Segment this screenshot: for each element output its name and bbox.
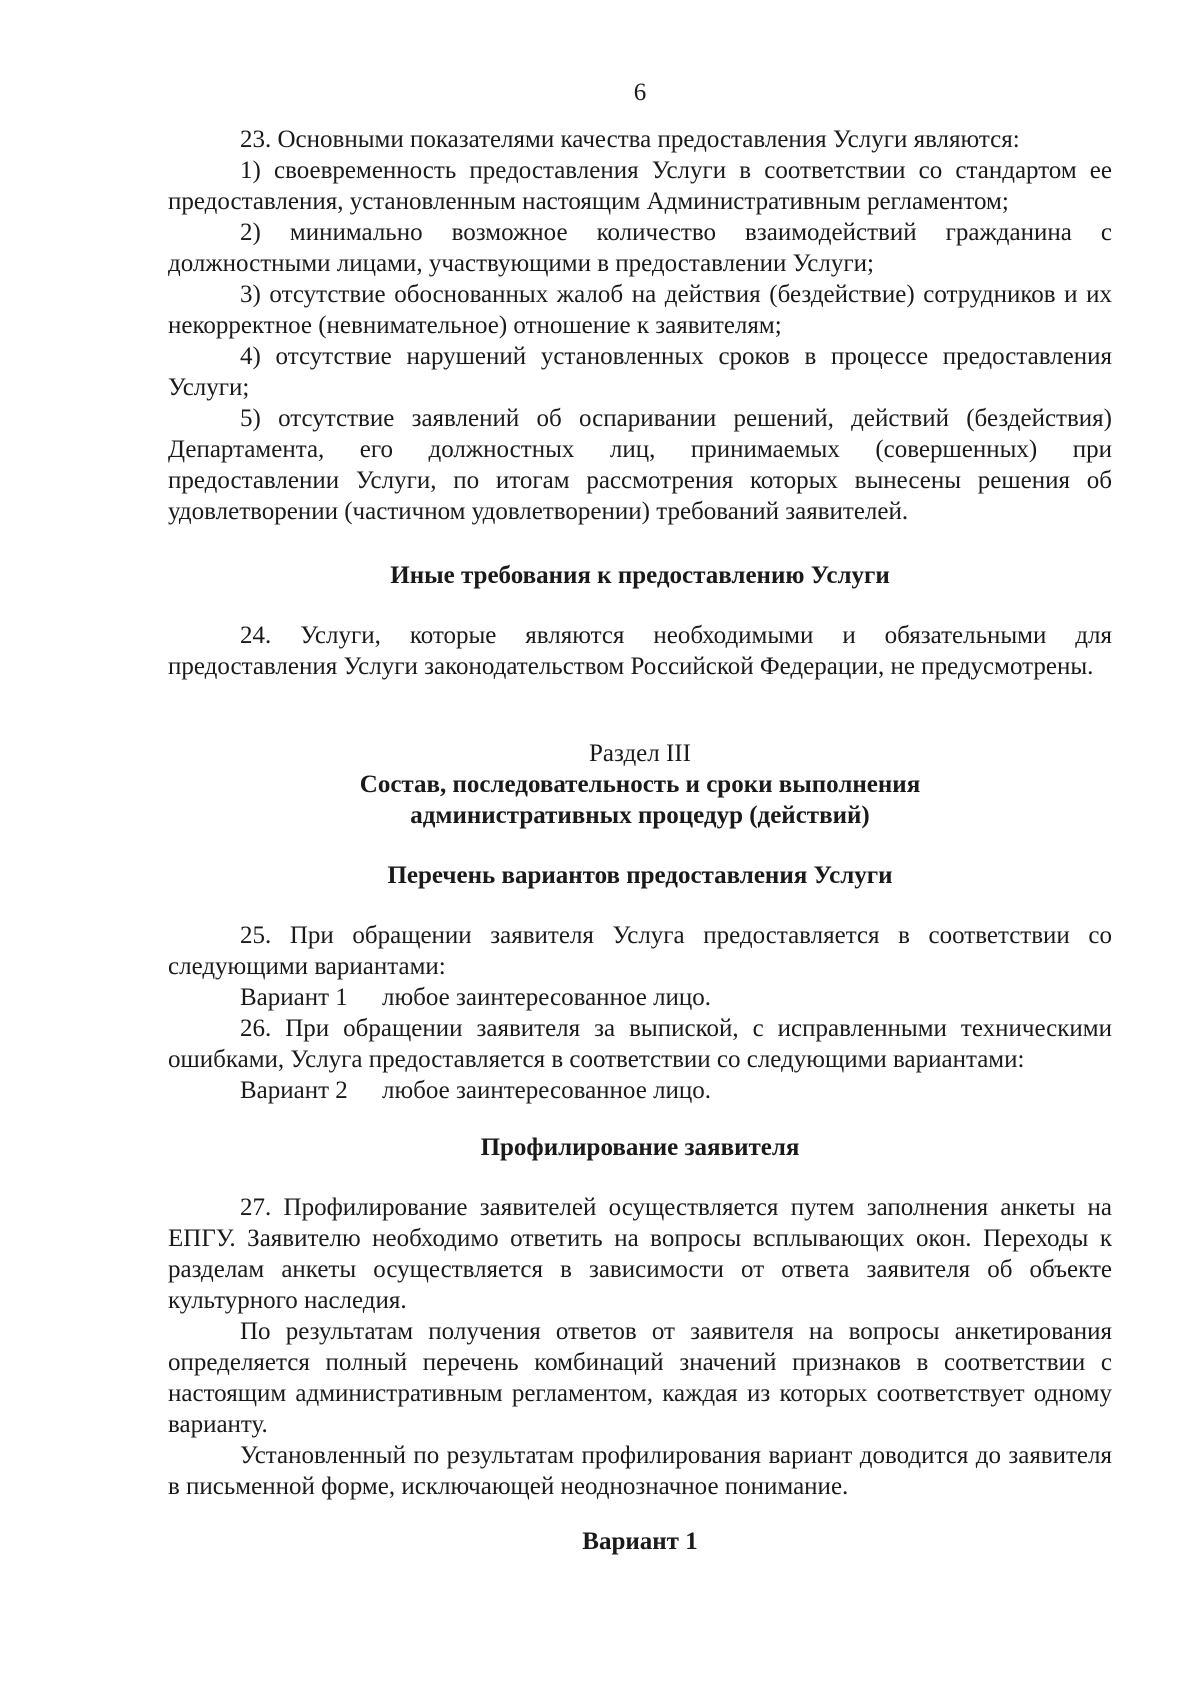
variant-1-name: Вариант 1: [240, 984, 348, 1011]
quality-item-2: 2) минимально возможное количество взаимодействий гражданина с должностными лицами, участвующими в предоставлении Услуги;: [168, 219, 1112, 277]
variant-2-desc: любое заинтересованное лицо.: [382, 1077, 712, 1104]
paragraph-26: 26. При обращении заявителя за выпиской, с исправленными техническими ошибками, Услуга предоставляется в соответствии со следующими вариантами:: [168, 1015, 1112, 1073]
quality-item-1: 1) своевременность предоставления Услуги в соответствии со стандартом ее предоставления, установленным настоящим Административным регламентом;: [168, 157, 1112, 215]
variant-1-line: [168, 982, 1112, 1013]
next-heading-block: [168, 1526, 1112, 1557]
quality-item-4: 4) отсутствие нарушений установленных сроков в процессе предоставления Услуги;: [168, 343, 1112, 401]
paragraph-27: 27. Профилирование заявителей осуществляется путем заполнения анкеты на ЕПГУ. Заявителю необходимо ответить на вопросы всплывающих окон. Переходы к разделам анкеты осуществляется в зависимости от ответа заявителя об объекте культурного наследия.: [168, 1194, 1112, 1314]
quality-indicators-section: [168, 124, 1112, 527]
profiling-heading-block: [168, 1132, 1112, 1163]
section-3-label: Раздел III: [589, 740, 691, 767]
variants-list-section: [168, 920, 1112, 1106]
profiling-heading: Профилирование заявителя: [480, 1134, 800, 1161]
quality-item-5: 5) отсутствие заявлений об оспаривании решений, действий (бездействия) Департамента, его должностных лиц, принимаемых (совершенных) при предоставлении Услуги, по итогам рассмотрения которых вынесены решения об удовлетворении (частичном удовлетворении) требований заявителей.: [168, 405, 1112, 525]
other-requirements-heading: Иные требования к предоставлению Услуги: [390, 562, 890, 589]
other-requirements-section: [168, 560, 1112, 591]
paragraph-24: 24. Услуги, которые являются необходимыми и обязательными для предоставления Услуги законодательством Российской Федерации, не предусмотрены.: [168, 622, 1112, 680]
variant-2-line: [168, 1075, 1112, 1106]
profiling-established-paragraph: Установленный по результатам профилирования вариант доводится до заявителя в письменной форме, исключающей неоднозначное понимание.: [168, 1442, 1112, 1500]
section-3-title-line1: Состав, последовательность и сроки выполнения: [359, 771, 921, 798]
paragraph-23-intro: 23. Основными показателями качества предоставления Услуги являются:: [240, 126, 1020, 153]
page-number: 6: [633, 79, 647, 106]
variant-2-name: Вариант 2: [240, 1077, 348, 1104]
profiling-results-paragraph: По результатам получения ответов от заявителя на вопросы анкетирования определяется полный перечень комбинаций значений признаков в соответствии с настоящим административным регламентом, каждая из которых соответствует одному варианту.: [168, 1318, 1112, 1438]
section-3-title-line2: административных процедур (действий): [410, 802, 870, 829]
quality-item-3: 3) отсутствие обоснованных жалоб на действия (бездействие) сотрудников и их некорректное (невнимательное) отношение к заявителям;: [168, 281, 1112, 339]
paragraph-25: 25. При обращении заявителя Услуга предоставляется в соответствии со следующими вариантами:: [168, 922, 1112, 980]
variants-list-heading-block: [168, 860, 1112, 891]
variant-1-heading: Вариант 1: [582, 1528, 698, 1555]
variant-1-desc: любое заинтересованное лицо.: [382, 984, 712, 1011]
paragraph-24-block: [168, 620, 1112, 682]
profiling-section: [168, 1192, 1112, 1502]
variants-list-heading: Перечень вариантов предоставления Услуги: [387, 862, 893, 889]
section-3-header: [168, 738, 1112, 831]
